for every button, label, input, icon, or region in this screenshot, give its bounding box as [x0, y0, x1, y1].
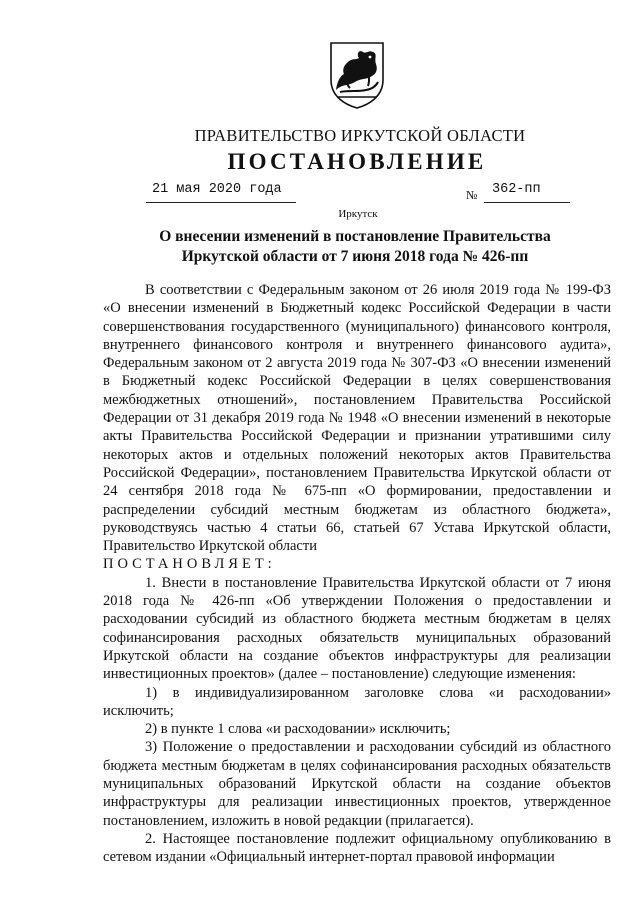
preamble-paragraph: В соответствии с Федеральным законом от 26 июля 2019 года № 199-ФЗ «О внесении изменений в Бюджетный кодекс Российской Федерации в части совершенствования государственного (муниципального) финансового контроля, внутреннего финансового контроля и внутреннего финансового аудита», Федеральным законом от 2 августа 2019 года № 307-ФЗ «О внесении изменений в Бюджетный кодекс Российской Федерации в целях совершенствования межбюджетных отношений», постановлением Правительства Российской Федерации от 31 декабря 2019 года № 1948 «О внесении изменений в некоторые акты Правительства Российской Федерации и признании утратившими силу некоторых актов и отдельных положений некоторых актов Правительства Российской Федерации», постановлением Правительства Иркутской области от 24 сентября 2018 года № 675-пп «О формировании, предоставлении и распределении субсидий местным бюджетам из областного бюджета», руководствуясь частью 4 статьи 66, статьей 67 Устава Иркутской области, Правительство Иркутской области — [103, 282, 611, 555]
decree-number: 362-пп — [492, 182, 541, 197]
document-body — [103, 281, 611, 867]
document-title: О внесении изменений в постановление Правительства Иркутской области от 7 июня 2018 года № 426-пп — [159, 228, 551, 265]
document-type: ПОСТАНОВЛЕНИЕ — [227, 149, 487, 174]
decree-number-field — [484, 182, 570, 203]
government-name: ПРАВИТЕЛЬСТВО ИРКУТСКОЙ ОБЛАСТИ — [194, 126, 526, 145]
item-1-paragraph: 1. Внести в постановление Правительства Иркутской области от 7 июня 2018 года № 426-пп «Об утверждении Положения о предоставлении и расходовании субсидий из областного бюджета местным бюджетам в целях софинансирования расходных обязательств муниципальных образований Иркутской области на создание объектов инфраструктуры для реализации инвестиционных проектов» (далее – постановление) следующие изменения: — [103, 574, 611, 683]
subitem-3-paragraph: 3) Положение о предоставлении и расходовании субсидий из областного бюджета местным бюджетам в целях софинансирования расходных обязательств муниципальных образований Иркутской области на создание объектов инфраструктуры для реализации инвестиционных проектов, утвержденное постановлением, изложить в новой редакции (прилагается). — [103, 739, 611, 829]
irkutsk-coat-of-arms-icon — [328, 40, 386, 110]
item-2-paragraph: 2. Настоящее постановление подлежит официальному опубликованию в сетевом издании «Официальный интернет-портал правовой информации — [103, 830, 611, 866]
city-name: Иркутск — [338, 208, 378, 220]
resolves-word: ПОСТАНОВЛЯЕТ: — [103, 556, 276, 573]
decree-date: 21 мая 2020 года — [152, 182, 282, 197]
decree-date-field — [146, 182, 296, 203]
number-sign: № — [466, 188, 478, 202]
subitem-2-paragraph: 2) в пункте 1 слова «и расходовании» исключить; — [145, 721, 451, 738]
subitem-1-paragraph: 1) в индивидуализированном заголовке слова «и расходовании» исключить; — [103, 684, 611, 719]
